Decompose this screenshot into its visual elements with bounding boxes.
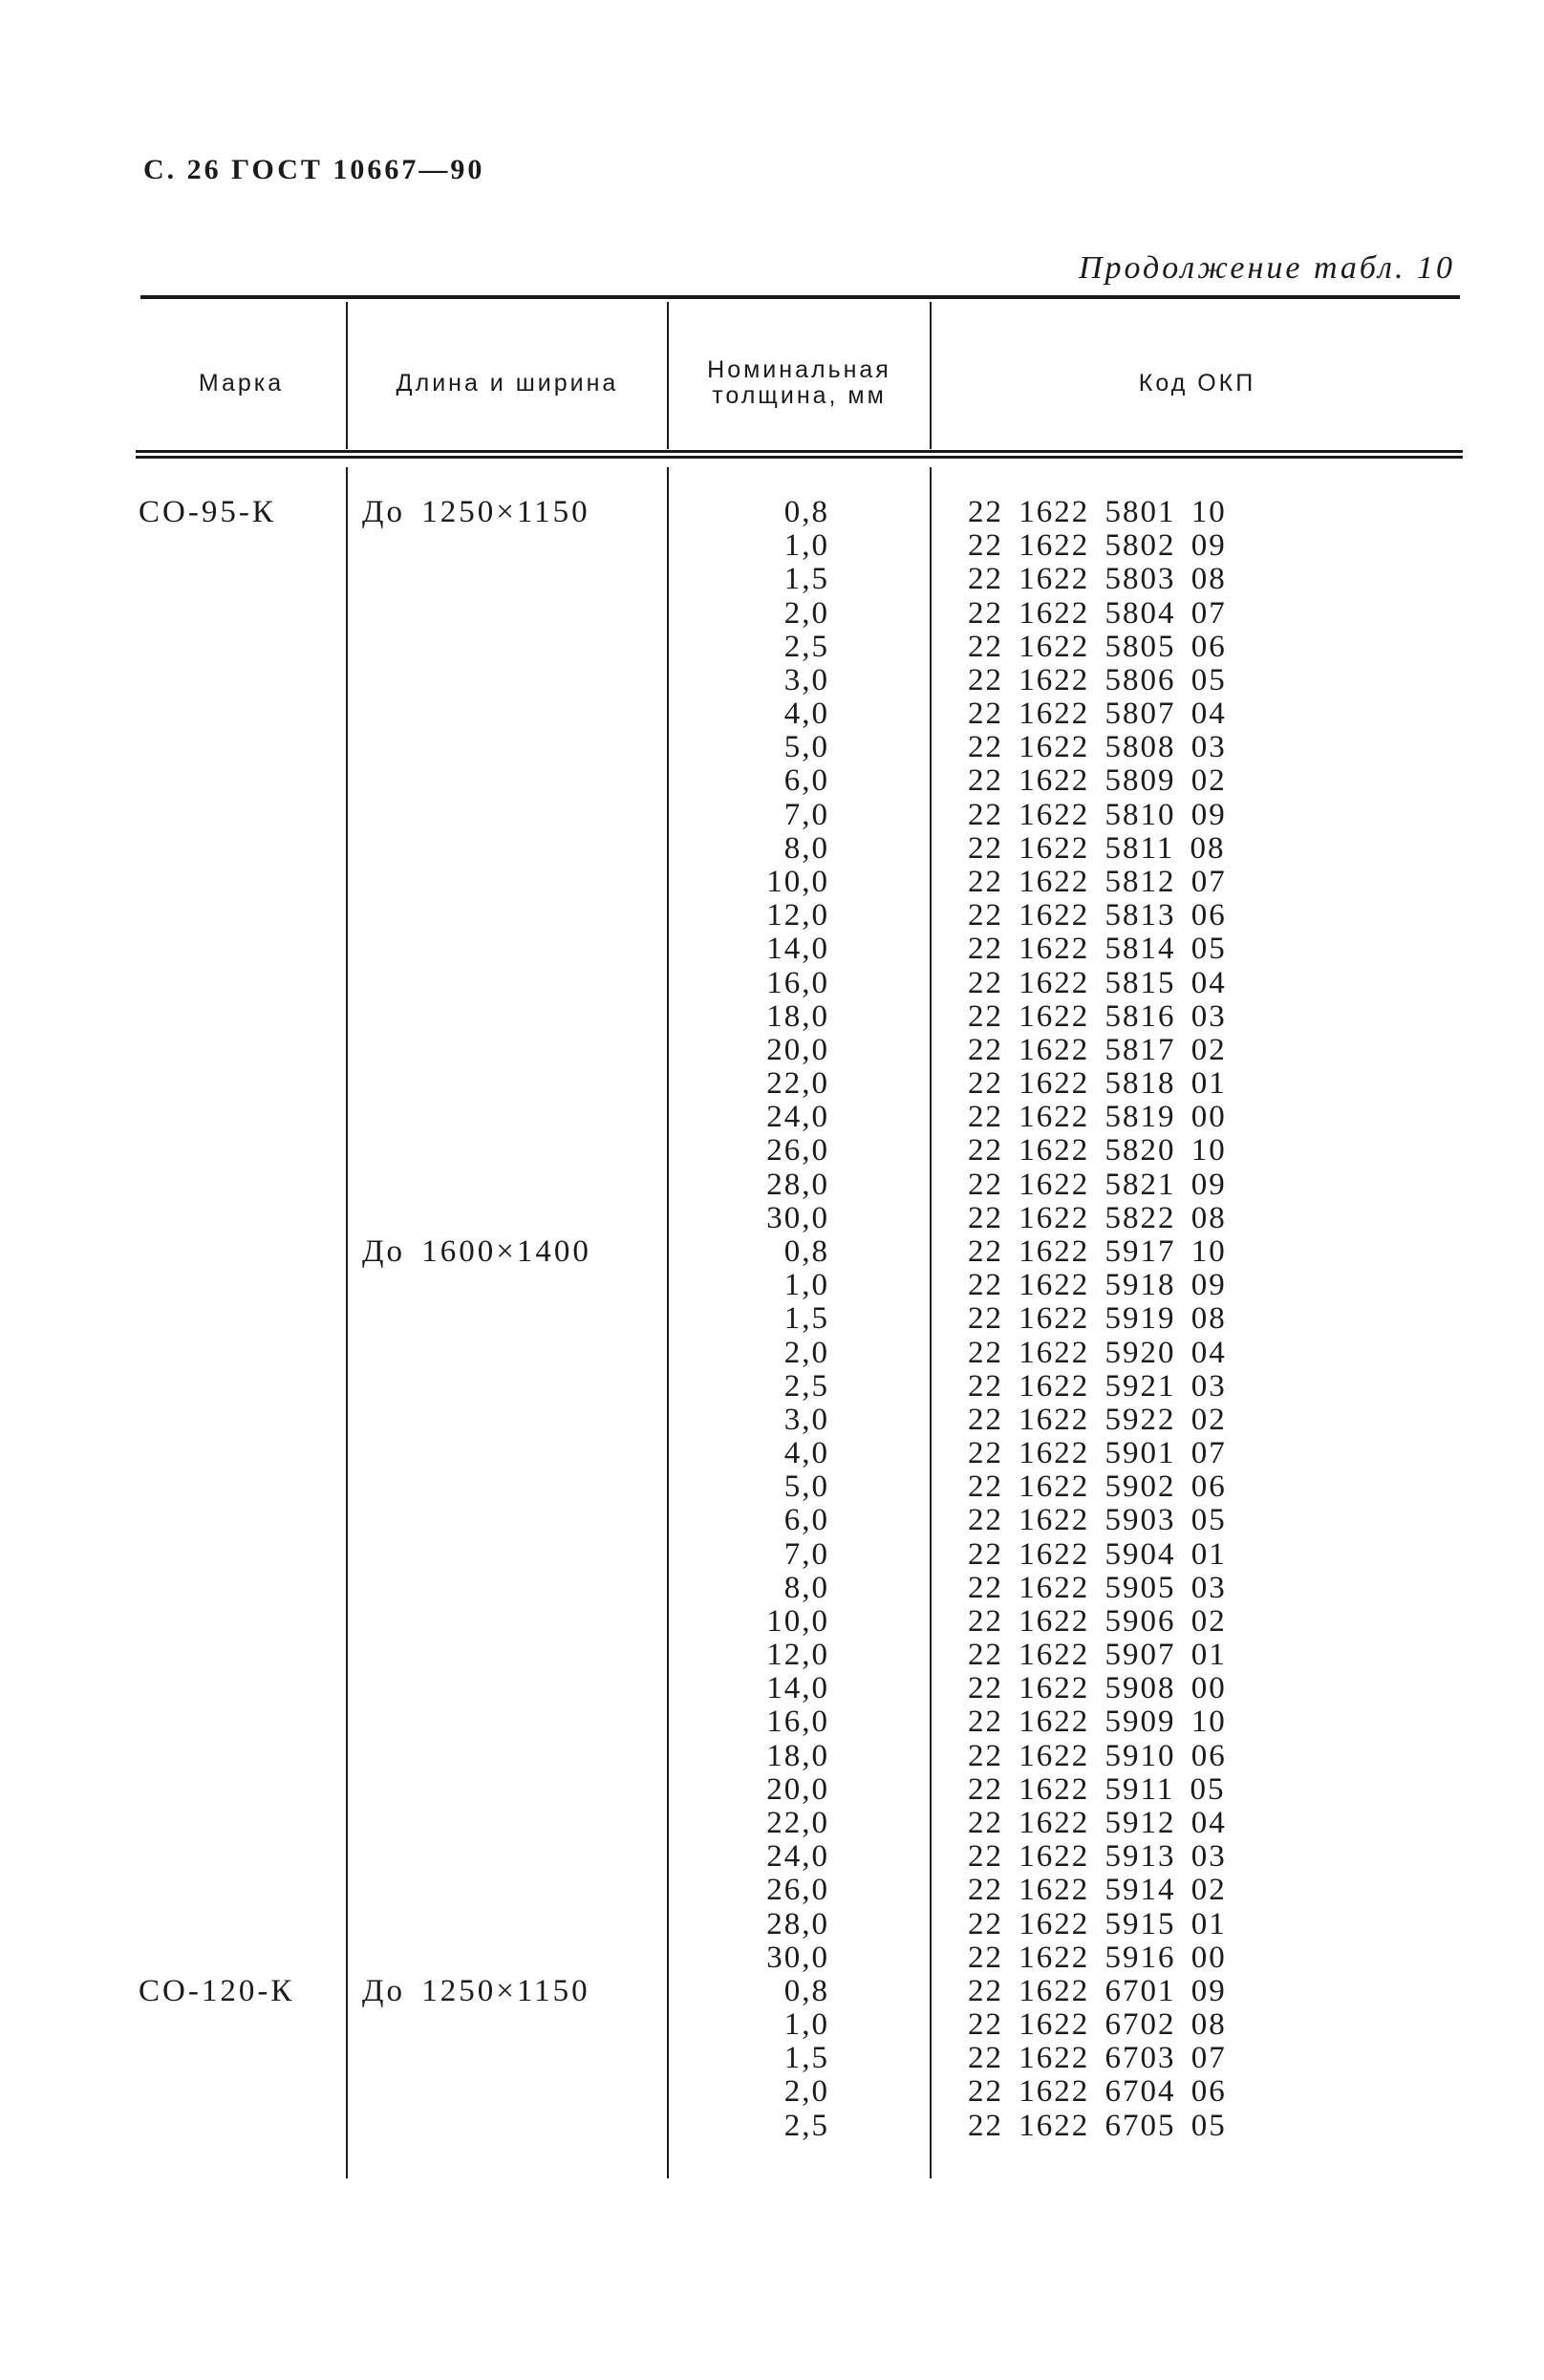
cell-thickness: 14,0	[766, 932, 829, 967]
cell-thickness: 5,0	[783, 730, 829, 765]
cell-okp-code: 22 1622 5811 08	[968, 830, 1226, 866]
cell-thickness: 2,5	[783, 1368, 829, 1404]
cell-okp-code: 22 1622 5803 08	[968, 562, 1227, 597]
cell-thickness: 5,0	[783, 1469, 829, 1505]
cell-thickness: 12,0	[766, 1638, 829, 1673]
table-row	[0, 1202, 1544, 1235]
table-row	[0, 1773, 1544, 1807]
cell-okp-code: 22 1622 5907 01	[968, 1638, 1227, 1673]
table-row	[0, 731, 1544, 764]
cell-okp-code: 22 1622 5812 07	[968, 864, 1227, 899]
cell-okp-code: 22 1622 5808 03	[968, 730, 1227, 765]
table-row	[0, 1941, 1544, 1975]
cell-thickness: 0,8	[783, 1973, 829, 2008]
cell-size: До 1600×1400	[362, 1233, 591, 1269]
table-row	[0, 1370, 1544, 1404]
column-header-code	[932, 315, 1463, 451]
table-row	[0, 1908, 1544, 1941]
table-row	[0, 1874, 1544, 1907]
cell-thickness: 1,5	[783, 562, 829, 597]
cell-okp-code: 22 1622 5822 08	[968, 1200, 1227, 1235]
cell-thickness: 2,0	[783, 595, 829, 631]
table-row	[0, 1740, 1544, 1773]
table-row	[0, 799, 1544, 832]
table-top-rule	[140, 295, 1460, 299]
cell-okp-code: 22 1622 5813 06	[968, 898, 1227, 933]
column-header-mark	[136, 315, 347, 451]
table-row	[0, 1000, 1544, 1034]
table-row	[0, 1134, 1544, 1168]
table-row	[0, 1302, 1544, 1336]
cell-okp-code: 22 1622 5921 03	[968, 1368, 1227, 1404]
cell-thickness: 1,5	[783, 1301, 829, 1337]
table-row	[0, 1437, 1544, 1470]
cell-okp-code: 22 1622 5815 04	[968, 965, 1227, 1000]
cell-okp-code: 22 1622 6704 06	[968, 2074, 1227, 2110]
table-row	[0, 1840, 1544, 1874]
table-row	[0, 529, 1544, 563]
page-reference: С. 26 ГОСТ 10667—90	[143, 154, 485, 185]
table-row	[0, 1572, 1544, 1605]
cell-okp-code: 22 1622 5913 03	[968, 1839, 1227, 1875]
table-row	[0, 1470, 1544, 1504]
table-row	[0, 1101, 1544, 1134]
cell-okp-code: 22 1622 5920 04	[968, 1335, 1227, 1370]
cell-okp-code: 22 1622 5909 10	[968, 1705, 1227, 1740]
table-row	[0, 1235, 1544, 1269]
table-row	[0, 1807, 1544, 1840]
table-row	[0, 664, 1544, 697]
cell-okp-code: 22 1622 5807 04	[968, 697, 1227, 732]
table-row	[0, 496, 1544, 529]
cell-okp-code: 22 1622 5804 07	[968, 595, 1227, 631]
cell-okp-code: 22 1622 5816 03	[968, 998, 1227, 1034]
cell-mark: СО-95-К	[139, 495, 276, 529]
table-continuation-label: Продолжение табл. 10	[1078, 250, 1455, 286]
table-row	[0, 631, 1544, 664]
cell-okp-code: 22 1622 5914 02	[968, 1873, 1227, 1908]
cell-thickness: 2,5	[783, 2108, 829, 2143]
header-double-rule-top	[136, 450, 1463, 453]
table-row	[0, 1269, 1544, 1302]
table-row	[0, 899, 1544, 933]
table-row	[0, 1504, 1544, 1537]
cell-okp-code: 22 1622 6701 09	[968, 1973, 1227, 2008]
cell-okp-code: 22 1622 5821 09	[968, 1167, 1227, 1202]
cell-thickness: 12,0	[766, 898, 829, 933]
cell-okp-code: 22 1622 5902 06	[968, 1469, 1227, 1505]
cell-thickness: 7,0	[783, 797, 829, 832]
cell-thickness: 6,0	[783, 1503, 829, 1538]
table-row	[0, 1337, 1544, 1370]
table-row	[0, 1067, 1544, 1101]
cell-okp-code: 22 1622 5810 09	[968, 797, 1227, 832]
table-row	[0, 1605, 1544, 1639]
cell-okp-code: 22 1622 5916 00	[968, 1940, 1227, 1975]
column-header-mark-label: Марка	[198, 369, 285, 397]
table-row	[0, 1169, 1544, 1202]
table-row	[0, 2042, 1544, 2075]
cell-okp-code: 22 1622 5806 05	[968, 662, 1227, 697]
table-row	[0, 832, 1544, 866]
table-row	[0, 1975, 1544, 2008]
cell-okp-code: 22 1622 5918 09	[968, 1268, 1227, 1303]
cell-thickness: 18,0	[766, 998, 829, 1034]
table-row	[0, 1538, 1544, 1572]
table-row	[0, 2075, 1544, 2109]
header-double-rule-bottom	[136, 456, 1463, 459]
cell-okp-code: 22 1622 5911 05	[968, 1771, 1226, 1807]
table-row	[0, 2008, 1544, 2042]
cell-thickness: 8,0	[783, 1570, 829, 1605]
cell-okp-code: 22 1622 5919 08	[968, 1301, 1227, 1337]
cell-okp-code: 22 1622 5904 01	[968, 1536, 1227, 1572]
cell-thickness: 30,0	[766, 1940, 829, 1975]
cell-thickness: 14,0	[766, 1671, 829, 1706]
cell-thickness: 26,0	[766, 1873, 829, 1908]
cell-okp-code: 22 1622 5809 02	[968, 763, 1227, 799]
table-row	[0, 1034, 1544, 1067]
cell-thickness: 10,0	[766, 864, 829, 899]
cell-thickness: 2,0	[783, 2074, 829, 2110]
column-header-size	[348, 315, 667, 451]
cell-thickness: 20,0	[766, 1771, 829, 1807]
cell-thickness: 8,0	[783, 830, 829, 866]
cell-thickness: 18,0	[766, 1738, 829, 1773]
cell-thickness: 3,0	[783, 1402, 829, 1437]
cell-okp-code: 22 1622 5905 03	[968, 1570, 1227, 1605]
cell-thickness: 28,0	[766, 1906, 829, 1941]
cell-thickness: 1,0	[783, 1268, 829, 1303]
cell-thickness: 0,8	[783, 1233, 829, 1269]
cell-thickness: 28,0	[766, 1167, 829, 1202]
table-row	[0, 697, 1544, 731]
table-row	[0, 1404, 1544, 1437]
column-header-thickness-label: Номинальная толщина, мм	[707, 356, 891, 409]
cell-okp-code: 22 1622 5805 06	[968, 629, 1227, 664]
cell-thickness: 1,0	[783, 528, 829, 564]
cell-okp-code: 22 1622 5817 02	[968, 1032, 1227, 1067]
cell-okp-code: 22 1622 5922 02	[968, 1402, 1227, 1437]
cell-okp-code: 22 1622 5802 09	[968, 528, 1227, 564]
table-row	[0, 933, 1544, 966]
cell-thickness: 24,0	[766, 1100, 829, 1135]
cell-okp-code: 22 1622 5814 05	[968, 932, 1227, 967]
cell-okp-code: 22 1622 5915 01	[968, 1906, 1227, 1941]
cell-okp-code: 22 1622 5820 10	[968, 1133, 1227, 1169]
cell-thickness: 20,0	[766, 1032, 829, 1067]
cell-okp-code: 22 1622 6703 07	[968, 2041, 1227, 2076]
cell-thickness: 0,8	[783, 495, 829, 529]
cell-thickness: 2,0	[783, 1335, 829, 1370]
cell-okp-code: 22 1622 5901 07	[968, 1436, 1227, 1471]
cell-thickness: 22,0	[766, 1806, 829, 1841]
cell-thickness: 26,0	[766, 1133, 829, 1169]
cell-okp-code: 22 1622 5912 04	[968, 1806, 1227, 1841]
cell-thickness: 30,0	[766, 1200, 829, 1235]
cell-thickness: 2,5	[783, 629, 829, 664]
cell-thickness: 4,0	[783, 697, 829, 732]
table-row	[0, 2110, 1544, 2143]
cell-thickness: 7,0	[783, 1536, 829, 1572]
table-row	[0, 967, 1544, 1000]
cell-okp-code: 22 1622 5818 01	[968, 1066, 1227, 1102]
cell-okp-code: 22 1622 5908 00	[968, 1671, 1227, 1706]
table-body	[0, 496, 1544, 2158]
table-row	[0, 866, 1544, 899]
table-row	[0, 1639, 1544, 1672]
cell-thickness: 4,0	[783, 1436, 829, 1471]
table-row	[0, 597, 1544, 631]
cell-thickness: 22,0	[766, 1066, 829, 1102]
cell-okp-code: 22 1622 5801 10	[968, 495, 1227, 529]
cell-okp-code: 22 1622 6702 08	[968, 2007, 1227, 2043]
cell-size: До 1250×1150	[362, 495, 590, 529]
cell-okp-code: 22 1622 5906 02	[968, 1603, 1227, 1639]
cell-okp-code: 22 1622 5903 05	[968, 1503, 1227, 1538]
table-row	[0, 1705, 1544, 1739]
cell-thickness: 16,0	[766, 1705, 829, 1740]
cell-thickness: 16,0	[766, 965, 829, 1000]
cell-okp-code: 22 1622 5819 00	[968, 1100, 1227, 1135]
cell-thickness: 1,0	[783, 2007, 829, 2043]
cell-thickness: 24,0	[766, 1839, 829, 1875]
cell-okp-code: 22 1622 5910 06	[968, 1738, 1227, 1773]
table-row	[0, 1672, 1544, 1705]
column-header-code-label: Код ОКП	[1138, 369, 1256, 397]
cell-okp-code: 22 1622 6705 05	[968, 2108, 1227, 2143]
column-header-size-label: Длина и ширина	[396, 369, 619, 397]
cell-thickness: 3,0	[783, 662, 829, 697]
table-row	[0, 563, 1544, 596]
cell-size: До 1250×1150	[362, 1973, 590, 2008]
cell-thickness: 6,0	[783, 763, 829, 799]
table-row	[0, 764, 1544, 798]
cell-mark: СО-120-К	[139, 1973, 295, 2008]
column-header-thickness	[669, 315, 930, 451]
cell-thickness: 1,5	[783, 2041, 829, 2076]
cell-okp-code: 22 1622 5917 10	[968, 1233, 1227, 1269]
cell-thickness: 10,0	[766, 1603, 829, 1639]
